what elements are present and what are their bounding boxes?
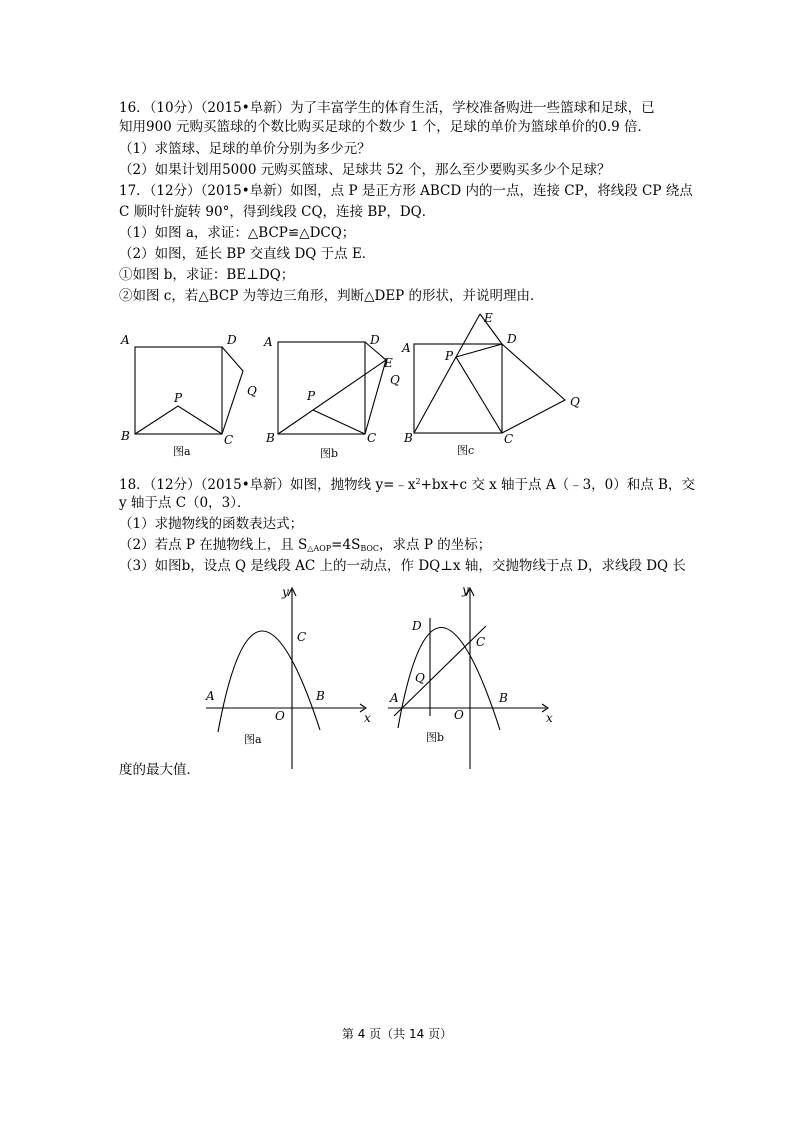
q17-part1: （1）如图 a，求证：△BCP≌△DCQ；: [119, 225, 356, 241]
page-footer: 第 4 页（共 14 页）: [341, 1027, 453, 1041]
label-c: C: [367, 431, 377, 445]
label-c: C: [297, 630, 307, 644]
q17-figure-a: [115, 330, 265, 460]
q18-figure-b: [386, 584, 558, 769]
q18-line1: [119, 473, 695, 494]
q16-line1: 16．（10分）（2015•阜新）为了丰富学生的体育生活，学校准备购进一些篮球和足球，已: [119, 100, 655, 116]
parabola: [218, 631, 320, 732]
q17-sub1: ①如图 b，求证：BE⊥DQ；: [119, 267, 295, 283]
label-o: O: [454, 708, 464, 722]
label-p: P: [174, 391, 183, 405]
label-q: Q: [390, 373, 400, 387]
square-abcd: [414, 344, 502, 433]
label-y: y: [282, 585, 289, 599]
figure-a-caption: 图a: [173, 445, 191, 458]
q16-line2: 知用900 元购买篮球的个数比购买足球的个数少 1 个，足球的单价为篮球单价的0.9 倍．: [119, 119, 651, 135]
q18-line1-sup: 2: [415, 477, 421, 486]
label-b: B: [121, 429, 130, 443]
label-a: A: [264, 335, 273, 349]
q18-part2-b: =4S: [331, 537, 361, 553]
label-b: B: [404, 431, 413, 445]
q18-line1-a: 18．（12分）（2015•阜新）如图，抛物线 y=﹣x: [119, 477, 416, 493]
figure-b-caption: 图b: [426, 731, 445, 744]
label-e: E: [484, 311, 493, 325]
label-p: P: [445, 349, 454, 363]
q18-part2-c: ，求点 P 的坐标；: [379, 537, 492, 553]
triangle-bcp: [414, 357, 502, 433]
q16-part1: （1）求篮球、足球的单价分别为多少元？: [119, 141, 371, 157]
q17-figure-c: [400, 308, 590, 463]
q18-part2-sub1: △AOP: [307, 544, 332, 553]
figure-b-caption: 图b: [320, 447, 339, 460]
label-x: x: [546, 711, 553, 725]
label-c: C: [224, 433, 234, 447]
figure-c-caption: 图c: [457, 444, 475, 457]
figure-a-caption: 图a: [244, 733, 262, 746]
label-e: E: [384, 356, 393, 370]
triangle-bcp: [135, 406, 222, 434]
triangle-dcq: [502, 344, 565, 433]
q18-line1-b: +bx+c 交 x 轴于点 A（﹣3，0）和点 B，交: [420, 477, 695, 493]
q17-part2: （2）如图，延长 BP 交直线 DQ 于点 E．: [119, 246, 376, 262]
q18-part1: （1）求抛物线的函数表达式；: [119, 516, 304, 532]
label-d: D: [370, 333, 380, 347]
q18-part2-a: （2）若点 P 在抛物线上，且 S: [119, 537, 308, 553]
label-b: B: [316, 689, 325, 703]
segment-pc: [313, 410, 365, 434]
q17-line2: C 顺时针旋转 90°，得到线段 CQ，连接 BP，DQ．: [119, 204, 436, 220]
square-abcd: [278, 342, 365, 434]
line-be: [278, 360, 386, 434]
label-b: B: [266, 431, 275, 445]
q18-part2-sub2: BOC: [360, 544, 380, 553]
q18-part3: （3）如图b，设点 Q 是线段 AC 上的一动点，作 DQ⊥x 轴，交抛物线于点 D，求线段 DQ 长: [119, 558, 686, 574]
label-y: y: [462, 583, 469, 597]
label-d: D: [507, 332, 517, 346]
label-o: O: [275, 709, 285, 723]
label-q: Q: [415, 671, 425, 685]
q17-line1: 17．（12分）（2015•阜新）如图，点 P 是正方形 ABCD 内的一点，连接 CP，将线段 CP 绕点: [119, 183, 693, 199]
q18-part2: [119, 536, 679, 558]
label-c: C: [476, 635, 486, 649]
q18-line2: y 轴于点 C（0，3）．: [119, 495, 251, 511]
q18-part3-end: 度的最大值．: [119, 762, 200, 778]
q18-figure-a: [204, 584, 376, 769]
q16-part2: （2）如果计划用5000 元购买篮球、足球共 52 个，那么至少要购买多少个足球？: [119, 162, 611, 178]
label-a: A: [121, 333, 130, 347]
label-q: Q: [570, 395, 580, 409]
label-a: A: [390, 691, 399, 705]
label-d: D: [227, 333, 237, 347]
label-a: A: [402, 341, 411, 355]
label-d: D: [412, 619, 422, 633]
label-q: Q: [247, 384, 257, 398]
label-x: x: [364, 711, 371, 725]
q17-sub2: ②如图 c，若△BCP 为等边三角形，判断△DEP 的形状，并说明理由．: [119, 288, 544, 304]
line-ac: [394, 626, 486, 716]
triangle-dcq: [222, 347, 243, 434]
label-b: B: [499, 691, 508, 705]
segment-pd: [456, 344, 502, 357]
label-p: P: [307, 389, 316, 403]
q17-figure-b: [262, 330, 412, 460]
label-c: C: [504, 432, 514, 446]
triangle-dcq: [365, 342, 386, 434]
segment-pe: [456, 314, 480, 357]
label-a: A: [206, 689, 215, 703]
